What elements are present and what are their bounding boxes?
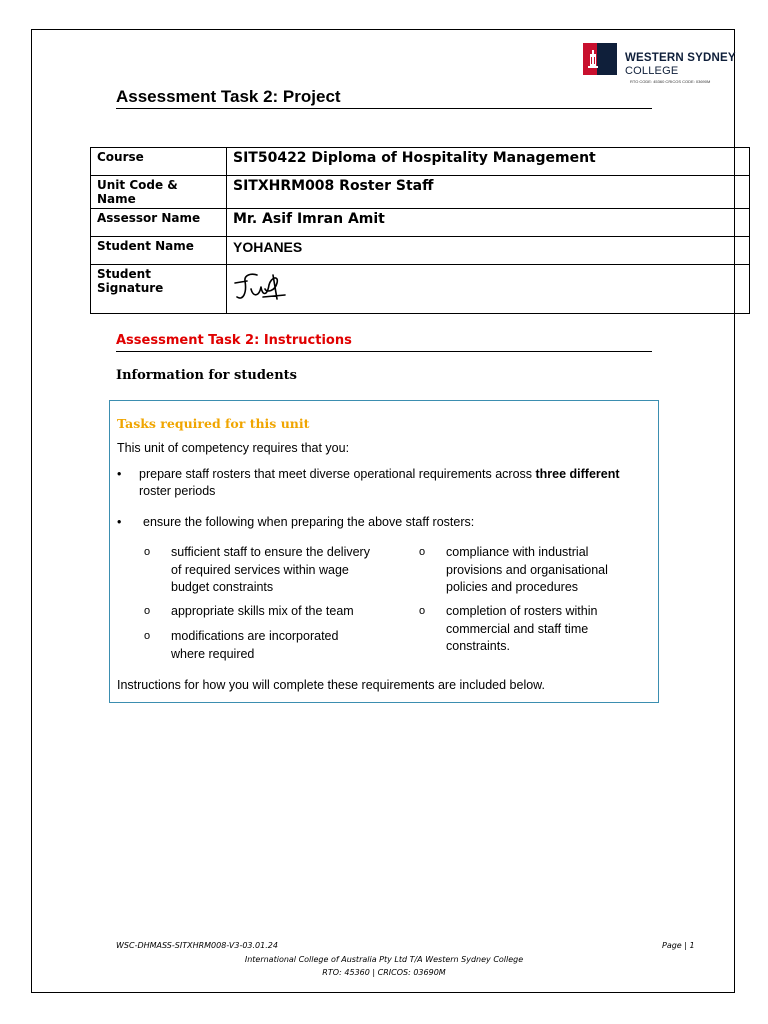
- logo-text-line2: COLLEGE: [625, 65, 679, 77]
- table-row: [91, 237, 750, 265]
- student-signature: [233, 267, 289, 307]
- circle-bullet-icon: o: [419, 546, 426, 558]
- unit-label: Unit Code & Name: [91, 176, 227, 209]
- sub-item-text: budget constraints: [171, 580, 274, 594]
- college-crest-icon: [583, 43, 617, 75]
- assessment-info-table: [90, 147, 750, 314]
- circle-bullet-icon: o: [144, 630, 151, 642]
- assessor-label: Assessor Name: [91, 209, 227, 237]
- sub-item-text: sufficient staff to ensure the delivery: [171, 545, 370, 559]
- bullet2-text: ensure the following when preparing the above staff rosters:: [143, 515, 475, 529]
- circle-bullet-icon: o: [144, 546, 151, 558]
- circle-bullet-icon: o: [419, 605, 426, 617]
- bullet1-text: prepare staff rosters that meet diverse operational requirements across: [139, 467, 536, 481]
- information-for-students-heading: Information for students: [116, 368, 297, 383]
- table-row: [91, 265, 750, 314]
- sub-item-text: completion of rosters within: [446, 604, 598, 618]
- sub-item-text: constraints.: [446, 639, 510, 653]
- sub-item-text: appropriate skills mix of the team: [171, 604, 354, 618]
- sub-item-text: policies and procedures: [446, 580, 579, 594]
- tasks-box: [109, 400, 659, 703]
- sub-item-text: modifications are incorporated: [171, 629, 339, 643]
- footer-rto-cricos: RTO: 45360 | CRICOS: 03690M: [322, 968, 446, 977]
- tasks-title: Tasks required for this unit: [117, 416, 310, 431]
- sub-item-text: where required: [171, 646, 255, 661]
- document-title: Assessment Task 2: Project: [116, 87, 652, 109]
- course-value: SIT50422 Diploma of Hospitality Management: [227, 148, 750, 176]
- bullet1-bold-text: three different: [535, 467, 620, 481]
- assessor-value: Mr. Asif Imran Amit: [227, 209, 750, 237]
- bullet-icon: •: [117, 515, 122, 529]
- table-row: [91, 176, 750, 209]
- student-value: YOHANES: [233, 239, 303, 255]
- college-logo: [583, 43, 736, 87]
- footer-page-number: Page | 1: [662, 941, 695, 950]
- sub-item-text: compliance with industrial: [446, 545, 589, 559]
- tasks-intro: This unit of competency requires that you:: [117, 441, 350, 455]
- sub-item-text: commercial and staff time: [446, 621, 589, 636]
- sub-item-text: provisions and organisational: [446, 562, 608, 577]
- table-row: [91, 209, 750, 237]
- instructions-heading: Assessment Task 2: Instructions: [116, 333, 652, 352]
- bullet1-text-line2: roster periods: [139, 484, 216, 498]
- footer-doc-code: WSC-DHMASS-SITXHRM008-V3-03.01.24: [116, 941, 278, 950]
- footer-college-name: International College of Australia Pty Ltd T/A Western Sydney College: [244, 955, 524, 964]
- sub-item-text: of required services within wage: [171, 562, 349, 577]
- student-label: Student Name: [91, 237, 227, 265]
- tasks-footer-text: Instructions for how you will complete these requirements are included below.: [117, 678, 545, 692]
- unit-value: SITXHRM008 Roster Staff: [227, 176, 750, 209]
- signature-label: Student Signature: [91, 265, 227, 314]
- bullet-icon: •: [117, 467, 122, 481]
- course-label: Course: [91, 148, 227, 176]
- logo-text-line1: WESTERN SYDNEY: [625, 52, 736, 64]
- table-row: [91, 148, 750, 176]
- logo-rto-text: RTO CODE: 45360 CRICOS CODE: 03690M: [630, 79, 711, 84]
- circle-bullet-icon: o: [144, 605, 151, 617]
